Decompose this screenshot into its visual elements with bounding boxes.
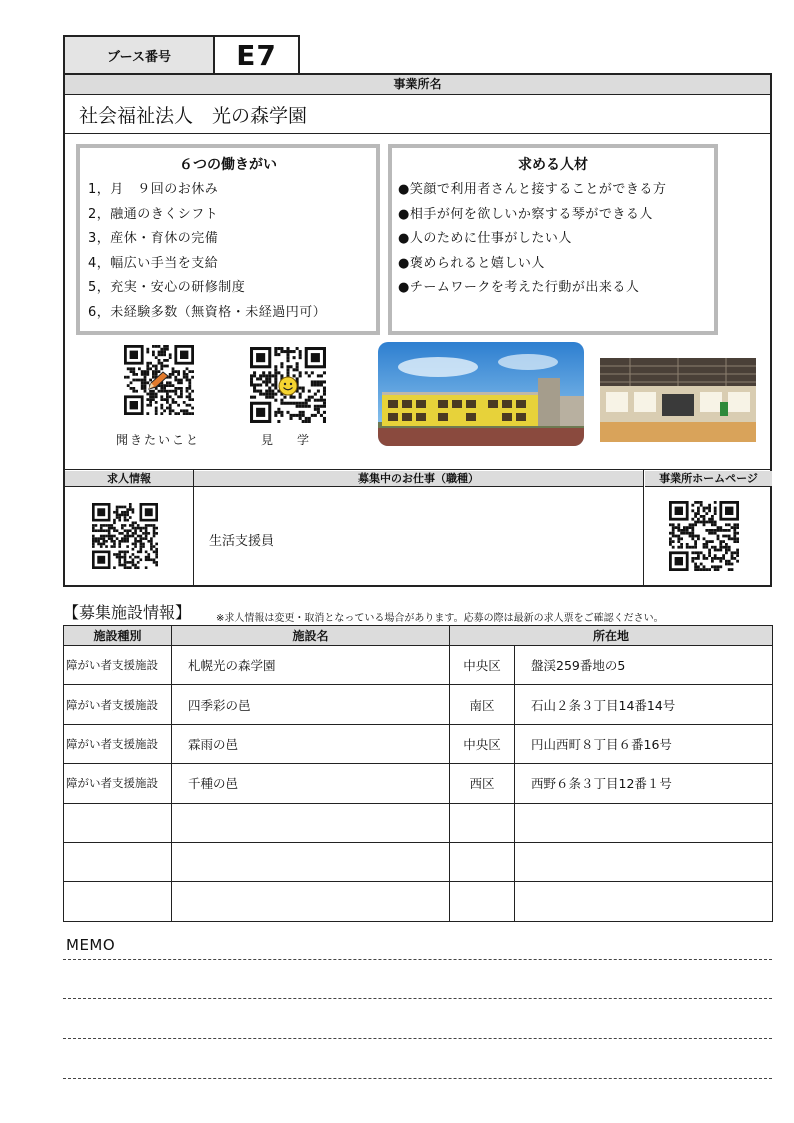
table-row — [64, 685, 773, 724]
divider — [65, 133, 770, 134]
list-item: 3，産休・育休の完備 — [88, 231, 219, 246]
memo-line — [63, 998, 772, 999]
qr-code-homepage[interactable] — [667, 501, 741, 571]
facility-table — [63, 625, 773, 922]
column-header-location: 所在地 — [450, 626, 773, 646]
qr-caption-questions: 聞きたいこと — [115, 433, 200, 447]
table-row — [64, 646, 773, 685]
smiley-icon — [278, 376, 298, 396]
list-item: ●褒められると嬉しい人 — [398, 255, 545, 271]
ward-cell: 南区 — [450, 685, 515, 724]
desired-people-title: 求める人材 — [518, 157, 588, 173]
table-row — [64, 882, 773, 921]
memo-line — [63, 1038, 772, 1039]
facility-type-cell — [64, 882, 172, 921]
job-title: 生活支援員 — [209, 534, 275, 549]
column-header-name: 施設名 — [172, 626, 450, 646]
desired-people-panel — [388, 144, 718, 335]
booth-number-box — [63, 35, 300, 75]
facility-name-cell — [172, 882, 450, 921]
facility-note: ※求人情報は変更・取消となっている場合があります。応募の際は最新の求人票をご確認ください。 — [216, 613, 664, 624]
workplace-points-panel — [76, 144, 380, 335]
list-item: 1，月 ９回のお休み — [88, 182, 219, 197]
list-item: 6，未経験多数（無資格・未経過円可） — [88, 304, 327, 320]
facility-type-cell: 障がい者支援施設 — [64, 724, 172, 763]
ward-cell: 中央区 — [450, 646, 515, 685]
qr-code-job-info[interactable] — [91, 503, 159, 569]
facility-type-cell: 障がい者支援施設 — [64, 685, 172, 724]
memo-line — [63, 1078, 772, 1079]
table-row — [64, 803, 773, 842]
ward-cell — [450, 842, 515, 881]
facility-name-cell — [172, 842, 450, 881]
booth-label: ブース番号 — [65, 37, 215, 73]
column-header-type: 施設種別 — [64, 626, 172, 646]
office-name: 社会福祉法人 光の森学園 — [79, 105, 308, 127]
job-info-header: 求人情報 — [65, 471, 193, 487]
divider — [65, 469, 770, 470]
facility-type-cell: 障がい者支援施設 — [64, 646, 172, 685]
office-header: 事業所名 — [65, 75, 770, 95]
divider — [643, 469, 644, 585]
list-item: ●人のために仕事がしたい人 — [398, 231, 572, 246]
list-item: ●相手が何を欲しいか察する琴ができる人 — [398, 206, 653, 222]
list-item: 5，充実・安心の研修制度 — [88, 280, 246, 295]
list-item: ●チームワークを考えた行動が出来る人 — [398, 280, 640, 295]
facility-type-cell: 障がい者支援施設 — [64, 764, 172, 803]
table-row — [64, 764, 773, 803]
divider — [193, 469, 194, 585]
memo-title: MEMO — [66, 936, 116, 954]
address-cell — [515, 842, 773, 881]
qr-caption-tour: 見 学 — [260, 433, 315, 447]
address-cell: 盤渓259番地の5 — [515, 646, 773, 685]
ward-cell — [450, 882, 515, 921]
table-row — [64, 724, 773, 763]
ward-cell: 西区 — [450, 764, 515, 803]
homepage-header: 事業所ホームページ — [645, 471, 772, 487]
list-item: 4，幅広い手当を支給 — [88, 255, 219, 271]
gym-interior-photo — [600, 358, 756, 442]
open-positions-header: 募集中のお仕事（職種） — [194, 471, 643, 487]
facility-section-title: 【募集施設情報】 — [63, 603, 192, 622]
booth-number: E7 — [236, 38, 277, 72]
address-cell — [515, 803, 773, 842]
ward-cell — [450, 803, 515, 842]
office-card — [63, 73, 772, 587]
building-exterior-photo — [378, 342, 584, 446]
address-cell: 円山西町８丁目６番16号 — [515, 724, 773, 763]
memo-line — [63, 959, 772, 960]
facility-name-cell: 霖雨の邑 — [172, 724, 450, 763]
list-item: ●笑顔で利用者さんと接することができる方 — [398, 182, 667, 197]
address-cell — [515, 882, 773, 921]
pencil-icon — [145, 369, 171, 391]
facility-name-cell: 千種の邑 — [172, 764, 450, 803]
facility-name-cell: 札幌光の森学園 — [172, 646, 450, 685]
ward-cell: 中央区 — [450, 724, 515, 763]
facility-type-cell — [64, 803, 172, 842]
list-item: 2，融通のきくシフト — [88, 206, 219, 222]
address-cell: 西野６条３丁目12番１号 — [515, 764, 773, 803]
address-cell: 石山２条３丁目14番14号 — [515, 685, 773, 724]
table-header-row — [64, 626, 773, 646]
facility-name-cell — [172, 803, 450, 842]
facility-type-cell — [64, 842, 172, 881]
table-row — [64, 842, 773, 881]
facility-name-cell: 四季彩の邑 — [172, 685, 450, 724]
workplace-points-title: ６つの働きがい — [179, 157, 277, 173]
